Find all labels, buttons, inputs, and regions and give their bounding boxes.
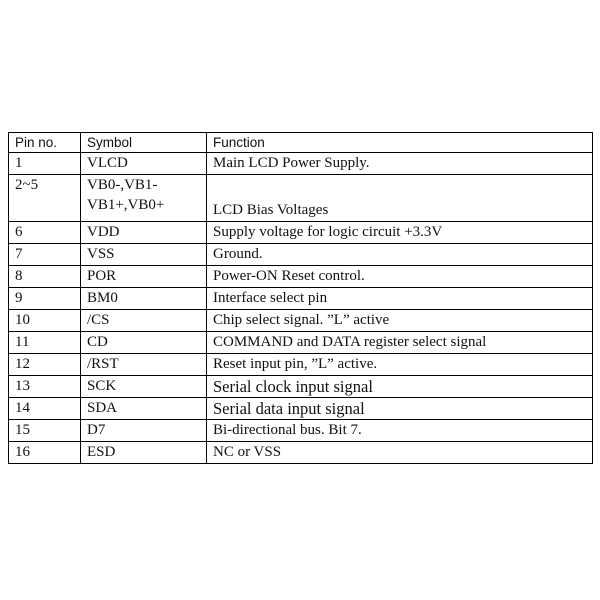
table-row: [9, 288, 593, 310]
table-row: [9, 153, 593, 175]
pin-function: Interface select pin: [207, 288, 593, 310]
table-row: [9, 420, 593, 442]
table-row: [9, 266, 593, 288]
header-pin-no: Pin no.: [9, 133, 81, 153]
pin-function: Ground.: [207, 244, 593, 266]
pin-function: Serial clock input signal: [207, 376, 593, 398]
pin-symbol: /CS: [81, 310, 207, 332]
pin-symbol: CD: [81, 332, 207, 354]
table-row: [9, 398, 593, 420]
pin-symbol: SCK: [81, 376, 207, 398]
pin-symbol-line: VB0-,VB1-: [87, 177, 158, 193]
pin-number: 16: [9, 442, 81, 464]
pin-function: Reset input pin, ”L” active.: [207, 354, 593, 376]
pin-function: Serial data input signal: [207, 398, 593, 420]
table-row: [9, 310, 593, 332]
pin-number: 14: [9, 398, 81, 420]
pin-number: 1: [9, 153, 81, 175]
pin-function: NC or VSS: [207, 442, 593, 464]
header-symbol: Symbol: [81, 133, 207, 153]
pin-symbol: SDA: [81, 398, 207, 420]
table-header-row: [9, 133, 593, 153]
pin-symbol: D7: [81, 420, 207, 442]
pin-symbol: VDD: [81, 222, 207, 244]
table-row: [9, 354, 593, 376]
pin-function: Supply voltage for logic circuit +3.3V: [207, 222, 593, 244]
pin-number: 2~5: [9, 175, 81, 222]
table-row: [9, 222, 593, 244]
pin-number: 11: [9, 332, 81, 354]
pin-number: 13: [9, 376, 81, 398]
header-function: Function: [207, 133, 593, 153]
pin-function: Chip select signal. ”L” active: [207, 310, 593, 332]
pin-function: COMMAND and DATA register select signal: [207, 332, 593, 354]
pin-number: 10: [9, 310, 81, 332]
pin-function: LCD Bias Voltages: [207, 175, 593, 222]
pin-symbol: VLCD: [81, 153, 207, 175]
pin-symbol: VSS: [81, 244, 207, 266]
pin-number: 8: [9, 266, 81, 288]
table-row: [9, 442, 593, 464]
pin-function: Power-ON Reset control.: [207, 266, 593, 288]
pin-symbol: BM0: [81, 288, 207, 310]
pin-symbol: /RST: [81, 354, 207, 376]
pin-number: 9: [9, 288, 81, 310]
pin-symbol-line: VB1+,VB0+: [87, 197, 165, 213]
pin-symbol: ESD: [81, 442, 207, 464]
table-row: [9, 244, 593, 266]
pin-function: Main LCD Power Supply.: [207, 153, 593, 175]
table-row: [9, 332, 593, 354]
table-row: [9, 376, 593, 398]
pin-symbol: [81, 175, 207, 222]
pin-number: 6: [9, 222, 81, 244]
pin-symbol: POR: [81, 266, 207, 288]
pin-number: 12: [9, 354, 81, 376]
pin-table: [8, 132, 593, 464]
table-row: [9, 175, 593, 222]
pin-number: 15: [9, 420, 81, 442]
pin-number: 7: [9, 244, 81, 266]
pin-function: Bi-directional bus. Bit 7.: [207, 420, 593, 442]
